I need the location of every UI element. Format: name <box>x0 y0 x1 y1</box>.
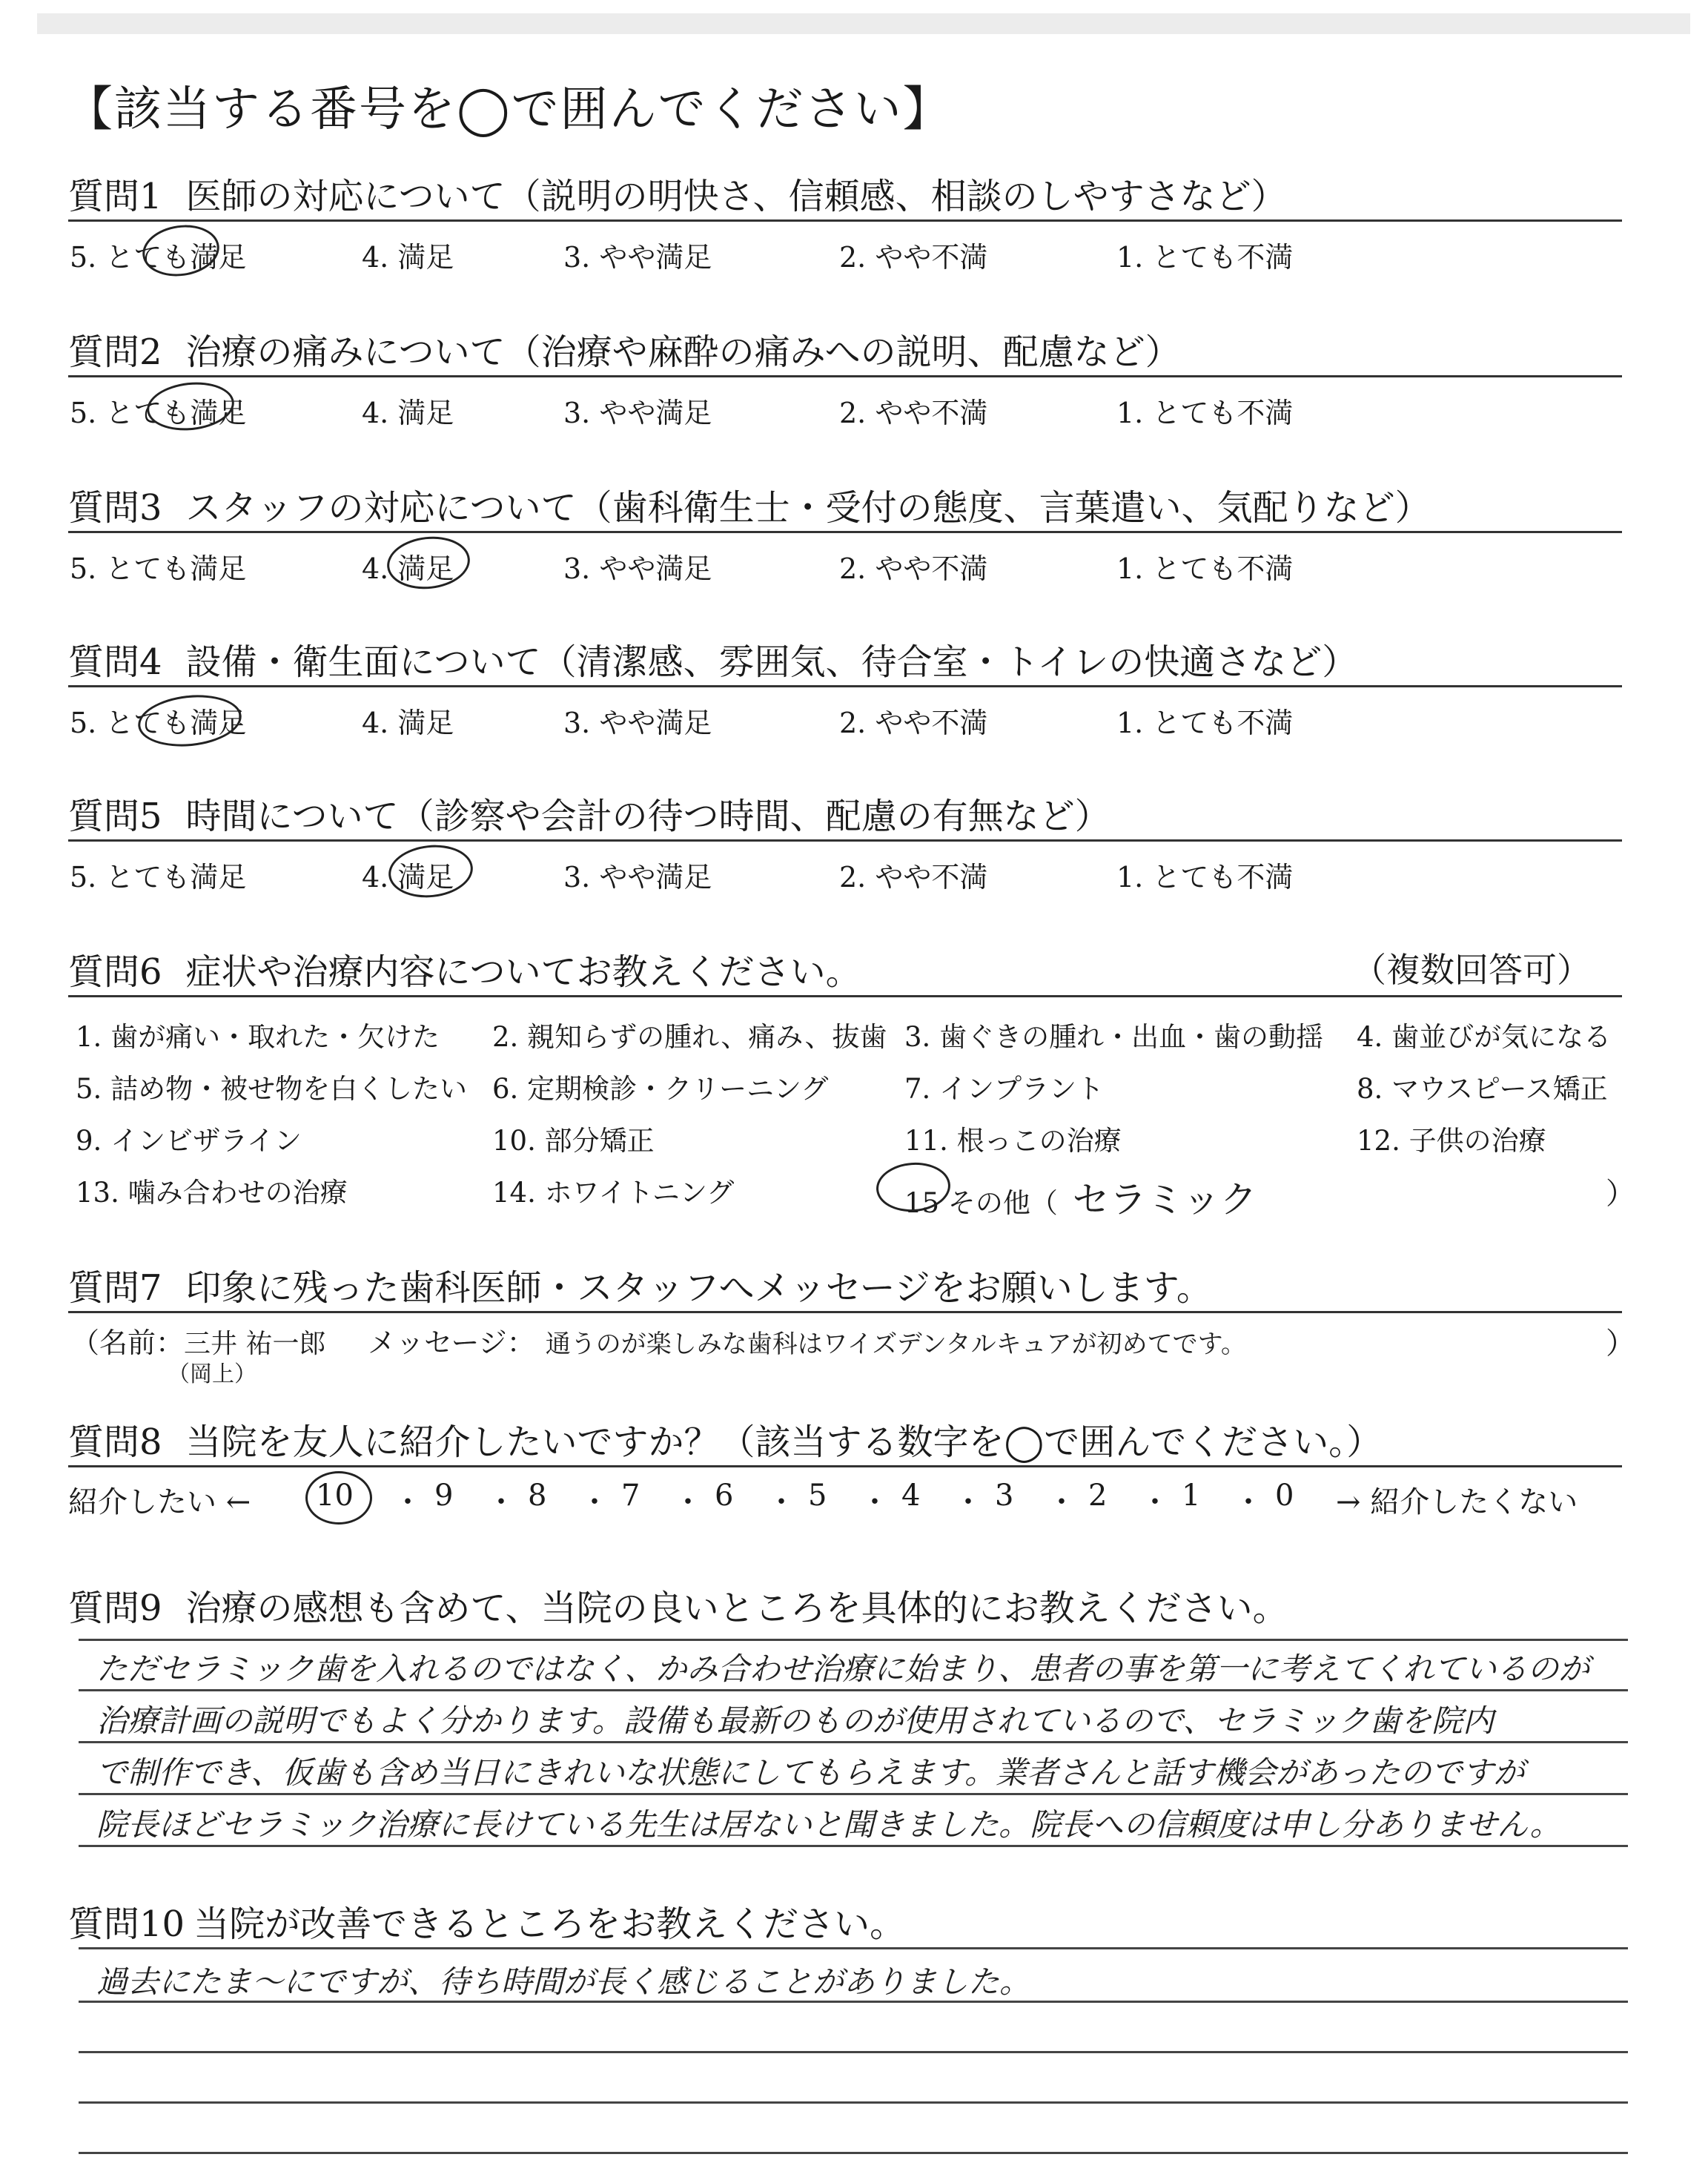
question-heading: 質問10 当院が改善できるところをお教えください。 <box>68 1903 906 1945</box>
message-value: 通うのが楽しみな歯科はワイズデンタルキュアが初めてです。 <box>545 1330 1246 1359</box>
heading-rule <box>68 995 1622 997</box>
q6-item-5[interactable]: 5. 詰め物・被せ物を白くしたい <box>76 1073 468 1105</box>
question-heading: 質問7 印象に残った歯科医師・スタッフへメッセージをお願いします。 <box>68 1267 1212 1309</box>
option-1[interactable]: 1. とても不満 <box>1116 707 1294 739</box>
answer-line <box>79 2101 1628 2104</box>
scale-sep: ・ <box>1234 1485 1263 1519</box>
scale-1[interactable]: 1 <box>1182 1479 1201 1513</box>
scale-sep: ・ <box>673 1485 703 1519</box>
scale-5[interactable]: 5 <box>808 1479 827 1513</box>
option-5[interactable]: 5. とても満足 <box>70 397 247 429</box>
close-paren: ） <box>1606 1177 1635 1211</box>
option-2[interactable]: 2. やや不満 <box>839 241 988 274</box>
answer-line-4: 院長ほどセラミック治療に長けている先生は居ないと聞きました。院長への信頼度は申し分ありません。 <box>96 1806 1561 1843</box>
answer-line <box>79 1845 1628 1847</box>
q6-item-11[interactable]: 11. 根っこの治療 <box>904 1125 1122 1157</box>
answer-line-3: で制作でき、仮歯も含め当日にきれいな状態にしてもらえます。業者さんと話す機会があったのですが <box>96 1754 1525 1791</box>
name-value: 三井 祐一郎 <box>184 1329 326 1359</box>
option-1[interactable]: 1. とても不満 <box>1116 397 1294 429</box>
q6-item-4[interactable]: 4. 歯並びが気になる <box>1357 1021 1612 1053</box>
scale-sep: ・ <box>860 1485 890 1519</box>
name-field[interactable]: （名前：三井 祐一郎 <box>71 1327 326 1359</box>
answer-line <box>79 1947 1628 1949</box>
option-5[interactable]: 5. とても満足 <box>70 707 247 739</box>
answer-line <box>79 1689 1628 1691</box>
option-4[interactable]: 4. 満足 <box>362 707 454 739</box>
option-5[interactable]: 5. とても満足 <box>70 241 247 274</box>
option-3[interactable]: 3. やや満足 <box>563 552 712 585</box>
heading-rule <box>68 839 1622 842</box>
option-4[interactable]: 4. 満足 <box>362 397 454 429</box>
message-field[interactable]: メッセージ： 通うのが楽しみな歯科はワイズデンタルキュアが初めてです。 <box>368 1327 1246 1359</box>
answer-line <box>79 1793 1628 1795</box>
answer-line <box>79 2001 1628 2003</box>
option-2[interactable]: 2. やや不満 <box>839 552 988 585</box>
q6-item-7[interactable]: 7. インプラント <box>904 1073 1105 1105</box>
q6-item-14[interactable]: 14. ホワイトニング <box>492 1177 735 1209</box>
q6-item-15[interactable] <box>904 1170 1257 1223</box>
selected-circle <box>305 1471 372 1525</box>
answer-line <box>79 1741 1628 1743</box>
q6-item-9[interactable]: 9. インビザライン <box>76 1125 302 1157</box>
close-paren: ） <box>1606 1327 1635 1361</box>
page-title: 【該当する番号を◯で囲んでください】 <box>65 82 952 137</box>
scale-3[interactable]: 3 <box>995 1479 1014 1513</box>
answer-line-1: ただセラミック歯を入れるのではなく、かみ合わせ治療に始まり、患者の事を第一に考えてくれているのが <box>96 1651 1590 1687</box>
scale-6[interactable]: 6 <box>715 1479 734 1513</box>
heading-rule <box>68 531 1622 533</box>
option-1[interactable]: 1. とても不満 <box>1116 241 1294 274</box>
scale-9[interactable]: 9 <box>434 1479 454 1513</box>
scale-sep: ・ <box>1140 1485 1170 1519</box>
name-subtext: （岡上） <box>168 1361 256 1387</box>
q6-item-3[interactable]: 3. 歯ぐきの腫れ・出血・歯の動揺 <box>904 1021 1324 1053</box>
top-scan-band <box>37 13 1690 34</box>
scale-sep: ・ <box>767 1485 796 1519</box>
option-4[interactable]: 4. 満足 <box>362 552 454 585</box>
scale-4[interactable]: 4 <box>901 1479 921 1513</box>
heading-rule <box>68 685 1622 687</box>
option-3[interactable]: 3. やや満足 <box>563 861 712 894</box>
option-3[interactable]: 3. やや満足 <box>563 707 712 739</box>
question-heading: 質問5 時間について（診察や会計の待つ時間、配慮の有無など） <box>68 796 1110 837</box>
question-heading: 質問6 症状や治療内容についてお教えください。 <box>68 951 861 993</box>
q6-item-8[interactable]: 8. マウスピース矯正 <box>1357 1073 1608 1105</box>
q6-item-12[interactable]: 12. 子供の治療 <box>1357 1125 1546 1157</box>
scale-8[interactable]: 8 <box>528 1479 547 1513</box>
option-2[interactable]: 2. やや不満 <box>839 861 988 894</box>
scale-7[interactable]: 7 <box>621 1479 640 1513</box>
scale-sep: ・ <box>1047 1485 1076 1519</box>
scale-sep: ・ <box>486 1485 516 1519</box>
option-5[interactable]: 5. とても満足 <box>70 552 247 585</box>
other-number: 15 <box>904 1187 940 1219</box>
heading-rule <box>68 1465 1622 1467</box>
question-heading: 質問8 当院を友人に紹介したいですか？（該当する数字を◯で囲んでください。） <box>68 1421 1383 1463</box>
scale-2[interactable]: 2 <box>1088 1479 1108 1513</box>
other-handwritten-value: セラミック <box>1072 1178 1257 1221</box>
q6-item-10[interactable]: 10. 部分矯正 <box>492 1125 655 1157</box>
scale-0[interactable]: 0 <box>1275 1479 1294 1513</box>
option-5[interactable]: 5. とても満足 <box>70 861 247 894</box>
option-2[interactable]: 2. やや不満 <box>839 397 988 429</box>
q6-item-6[interactable]: 6. 定期検診・クリーニング <box>492 1073 829 1105</box>
q6-item-13[interactable]: 13. 噛み合わせの治療 <box>76 1177 348 1209</box>
question-heading: 質問4 設備・衛生面について（清潔感、雰囲気、待合室・トイレの快適さなど） <box>68 641 1358 683</box>
answer-line <box>79 2051 1628 2053</box>
answer-line <box>79 1639 1628 1641</box>
question-heading: 質問9 治療の感想も含めて、当院の良いところを具体的にお教えください。 <box>68 1588 1288 1629</box>
scale-left-label: 紹介したい ← <box>68 1485 251 1519</box>
option-4[interactable]: 4. 満足 <box>362 861 454 894</box>
scale-sep: ・ <box>953 1485 983 1519</box>
multiple-answers-note: （複数回答可） <box>1352 950 1591 990</box>
heading-rule <box>68 1311 1622 1313</box>
answer-line-1: 過去にたま〜にですが、待ち時間が長く感じることがありました。 <box>96 1964 1031 2000</box>
question-heading: 質問1 医師の対応について（説明の明快さ、信頼感、相談のしやすさなど） <box>68 176 1287 217</box>
option-3[interactable]: 3. やや満足 <box>563 397 712 429</box>
answer-line <box>79 2152 1628 2154</box>
option-4[interactable]: 4. 満足 <box>362 241 454 274</box>
other-label: その他（ <box>947 1187 1058 1219</box>
scale-right-label: → 紹介したくない <box>1336 1485 1578 1519</box>
scale-sep: ・ <box>580 1485 609 1519</box>
answer-line-2: 治療計画の説明でもよく分かります。設備も最新のものが使用されているので、セラミック歯を院内 <box>96 1702 1494 1739</box>
heading-rule <box>68 375 1622 377</box>
option-1[interactable]: 1. とても不満 <box>1116 552 1294 585</box>
scale-sep: ・ <box>393 1485 423 1519</box>
option-3[interactable]: 3. やや満足 <box>563 241 712 274</box>
question-heading: 質問3 スタッフの対応について（歯科衛生士・受付の態度、言葉遣い、気配りなど） <box>68 487 1431 529</box>
option-2[interactable]: 2. やや不満 <box>839 707 988 739</box>
q6-item-1[interactable]: 1. 歯が痛い・取れた・欠けた <box>76 1021 440 1053</box>
scale-10[interactable]: 10 <box>316 1479 354 1513</box>
option-1[interactable]: 1. とても不満 <box>1116 861 1294 894</box>
q6-item-2[interactable]: 2. 親知らずの腫れ、痛み、抜歯 <box>492 1021 887 1053</box>
heading-rule <box>68 219 1622 222</box>
question-heading: 質問2 治療の痛みについて（治療や麻酔の痛みへの説明、配慮など） <box>68 331 1181 373</box>
